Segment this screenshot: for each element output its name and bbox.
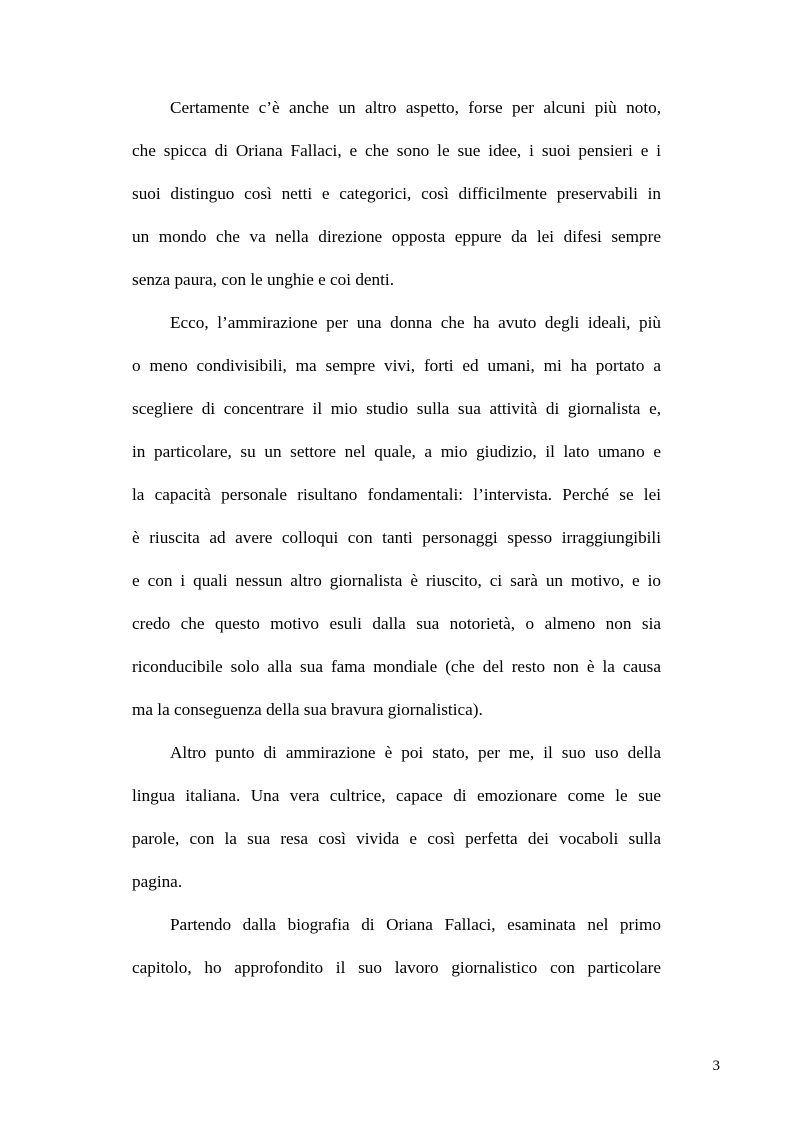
paragraph-line: riconducibile solo alla sua fama mondiale (che del resto non è la causa	[132, 657, 661, 676]
body-text	[132, 86, 661, 989]
paragraph-2	[132, 301, 661, 731]
paragraph-line: credo che questo motivo esuli dalla sua notorietà, o almeno non sia	[132, 614, 661, 633]
paragraph-line: capitolo, ho approfondito il suo lavoro giornalistico con particolare	[132, 958, 661, 977]
paragraph-1	[132, 86, 661, 301]
paragraph-line: Ecco, l’ammirazione per una donna che ha avuto degli ideali, più	[170, 313, 661, 332]
paragraph-line: Certamente c’è anche un altro aspetto, forse per alcuni più noto,	[170, 98, 661, 117]
paragraph-line: parole, con la sua resa così vivida e così perfetta dei vocaboli sulla	[132, 829, 661, 848]
paragraph-line: Altro punto di ammirazione è poi stato, per me, il suo uso della	[170, 743, 661, 762]
paragraph-line: e con i quali nessun altro giornalista è riuscito, ci sarà un motivo, e io	[132, 571, 661, 590]
paragraph-line: la capacità personale risultano fondamentali: l’intervista. Perché se lei	[132, 485, 661, 504]
paragraph-line: suoi distinguo così netti e categorici, così difficilmente preservabili in	[132, 184, 661, 203]
paragraph-line: in particolare, su un settore nel quale, a mio giudizio, il lato umano e	[132, 442, 661, 461]
paragraph-line: o meno condivisibili, ma sempre vivi, forti ed umani, mi ha portato a	[132, 356, 661, 375]
paragraph-line: ma la conseguenza della sua bravura giornalistica).	[132, 700, 483, 719]
paragraph-line: Partendo dalla biografia di Oriana Fallaci, esaminata nel primo	[170, 915, 661, 934]
paragraph-3	[132, 731, 661, 903]
paragraph-line: pagina.	[132, 872, 183, 891]
paragraph-line: senza paura, con le unghie e coi denti.	[132, 270, 395, 289]
paragraph-line: che spicca di Oriana Fallaci, e che sono le sue idee, i suoi pensieri e i	[132, 141, 661, 160]
paragraph-line: un mondo che va nella direzione opposta eppure da lei difesi sempre	[132, 227, 661, 246]
page-number: 3	[712, 1058, 720, 1074]
paragraph-4	[132, 903, 661, 989]
paragraph-line: è riuscita ad avere colloqui con tanti personaggi spesso irraggiungibili	[132, 528, 661, 547]
paragraph-line: scegliere di concentrare il mio studio sulla sua attività di giornalista e,	[132, 399, 661, 418]
paragraph-line: lingua italiana. Una vera cultrice, capace di emozionare come le sue	[132, 786, 661, 805]
